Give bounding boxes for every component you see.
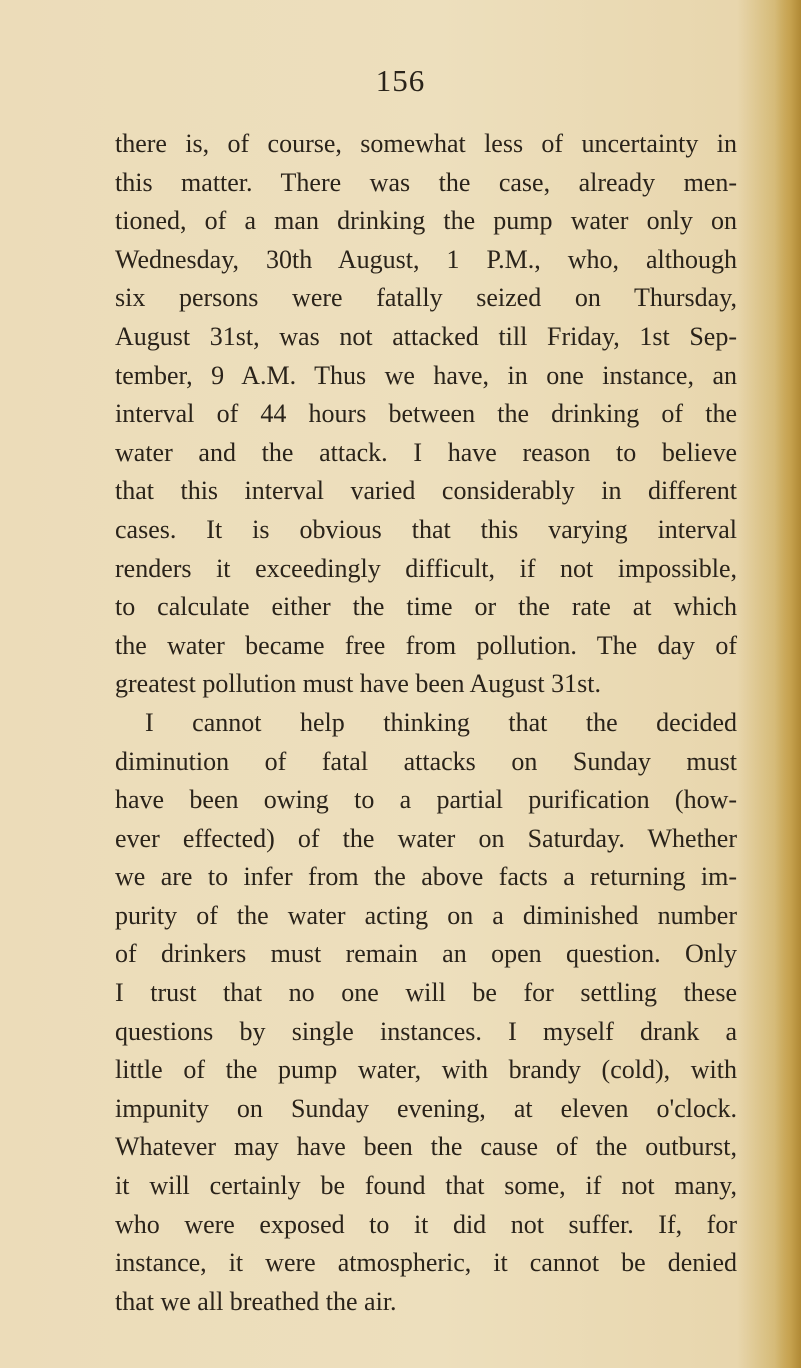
text-line: Wednesday, 30th August, 1 P.M., who, although — [115, 244, 737, 274]
text-line: I trust that no one will be for settling these — [115, 978, 737, 1008]
text-line: we are to infer from the above facts a returning im- — [115, 862, 737, 892]
text-line: have been owing to a partial purification (how- — [115, 785, 737, 815]
page-edge-shadow — [775, 0, 801, 1368]
text-line: questions by single instances. I myself drank a — [115, 1016, 737, 1046]
text-line: there is, of course, somewhat less of uncertainty in — [115, 129, 737, 158]
text-line: little of the pump water, with brandy (cold), with — [115, 1055, 737, 1085]
text-line: diminution of fatal attacks on Sunday must — [115, 746, 737, 776]
text-line: instance, it were atmospheric, it cannot be denied — [115, 1248, 737, 1278]
text-line: August 31st, was not attacked till Friday, 1st Sep- — [115, 321, 737, 351]
text-line: Whatever may have been the cause of the outburst, — [115, 1132, 737, 1162]
text-line: that this interval varied considerably in different — [115, 476, 737, 506]
text-line: that we all breathed the air. — [115, 1286, 397, 1316]
text-line: tember, 9 A.M. Thus we have, in one instance, an — [115, 360, 737, 390]
text-line: tioned, of a man drinking the pump water only on — [115, 206, 737, 236]
text-line: interval of 44 hours between the drinking of the — [115, 399, 737, 429]
text-line: ever effected) of the water on Saturday. Whether — [115, 823, 737, 853]
text-line: greatest pollution must have been August 31st. — [115, 669, 601, 699]
page-number: 156 — [375, 63, 426, 98]
text-line: of drinkers must remain an open question. Only — [115, 939, 737, 969]
text-line: purity of the water acting on a diminished number — [115, 900, 737, 930]
text-line: water and the attack. I have reason to believe — [115, 437, 737, 467]
text-line: this matter. There was the case, already men- — [115, 167, 737, 197]
text-line: cases. It is obvious that this varying interval — [115, 514, 737, 544]
text-line: renders it exceedingly difficult, if not impossible, — [115, 553, 737, 583]
text-line: the water became free from pollution. The day of — [115, 630, 737, 660]
text-line: it will certainly be found that some, if not many, — [115, 1171, 737, 1201]
text-line: impunity on Sunday evening, at eleven o'clock. — [115, 1093, 737, 1123]
text-line: I cannot help thinking that the decided — [145, 707, 737, 737]
text-line: six persons were fatally seized on Thursday, — [115, 283, 737, 313]
text-line: who were exposed to it did not suffer. If, for — [115, 1209, 737, 1239]
body-text — [115, 125, 737, 1321]
text-line: to calculate either the time or the rate at which — [115, 592, 737, 622]
